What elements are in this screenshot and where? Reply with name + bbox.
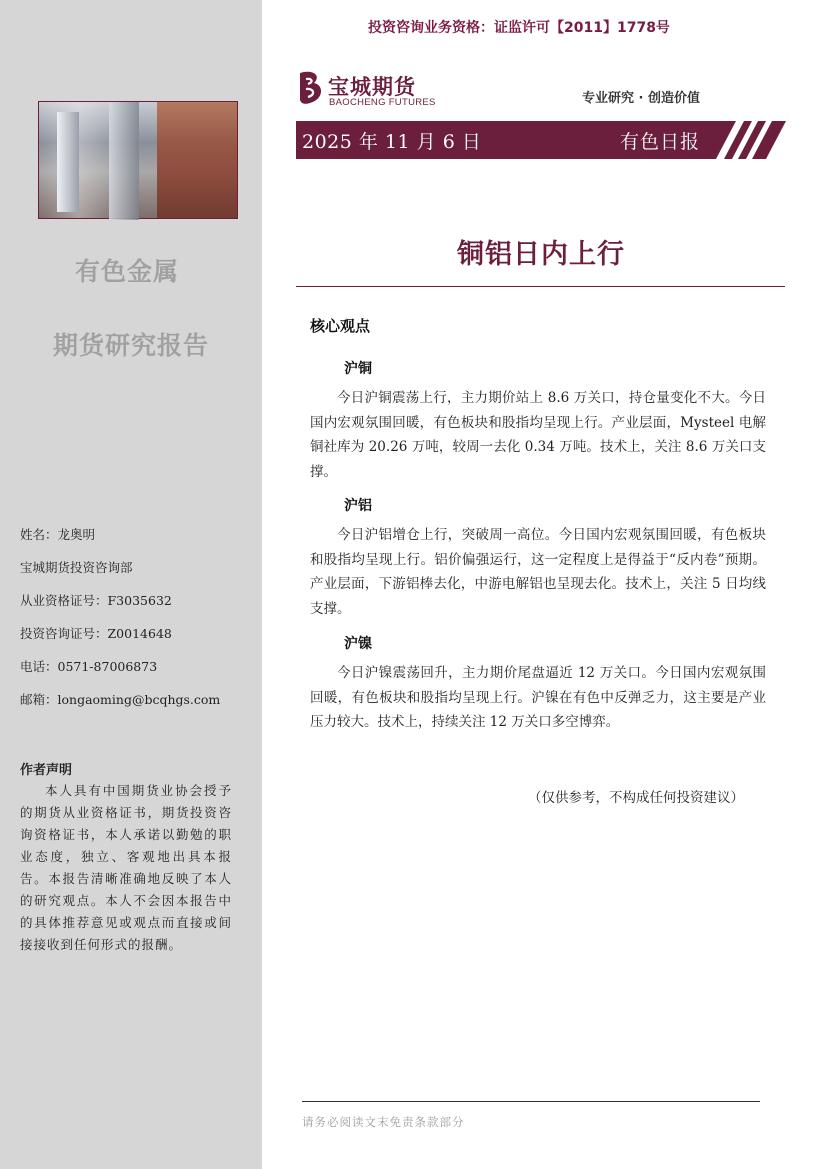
copper-paragraph: 今日沪铜震荡上行，主力期价站上 8.6 万关口，持仓量变化不大。今日国内宏观氛围回暖，有色板块和股指均呈现上行。产业层面，Mysteel 电解铜社库为 20.26 万吨，较周一去化 0.34 万吨。技术上，关注 8.6 万关口支撑。 bbox=[310, 390, 766, 480]
copper-heading: 沪铜 bbox=[344, 361, 372, 377]
declaration-body: 本人具有中国期货业协会授予的期货从业资格证书，期货投资咨询资格证书，本人承诺以勤勉的职业态度，独立、客观地出具本报告。本报告清晰准确地反映了本人的研究观点。本人不会因本报告中的具体推荐意见或观点而直接或间接接收到任何形式的报酬。 bbox=[20, 783, 232, 952]
banner-stripes-decoration bbox=[706, 121, 786, 159]
footer-notice: 请务必阅读文末免责条款部分 bbox=[302, 1115, 465, 1129]
license-text: 投资咨询业务资格：证监许可【2011】1778号 bbox=[368, 20, 670, 36]
logo-mark-icon bbox=[296, 69, 326, 107]
author-name: 姓名：龙奥明 bbox=[20, 527, 96, 542]
footer-divider bbox=[302, 1101, 760, 1102]
declaration-heading: 作者声明 bbox=[20, 763, 73, 778]
author-consulting-id: 投资咨询证号：Z0014648 bbox=[20, 626, 172, 641]
nickel-heading: 沪镍 bbox=[344, 636, 372, 652]
title-divider bbox=[296, 286, 785, 287]
core-view-heading: 核心观点 bbox=[310, 317, 371, 335]
author-contact bbox=[20, 526, 220, 724]
report-date: 2025 年 11 月 6 日 bbox=[302, 131, 482, 153]
document-title: 铜铝日内上行 bbox=[457, 239, 625, 270]
report-banner bbox=[296, 121, 716, 159]
slogan: 专业研究 · 创造价值 bbox=[582, 91, 700, 106]
company-logo bbox=[296, 69, 446, 113]
report-type: 有色日报 bbox=[620, 131, 701, 153]
author-email: 邮箱：longaoming@bcqhgs.com bbox=[20, 692, 221, 707]
logo-english: BAOCHENG FUTURES bbox=[329, 97, 436, 108]
sidebar bbox=[0, 0, 262, 1169]
sidebar-title-category: 有色金属 bbox=[74, 257, 179, 286]
investment-disclaimer: （仅供参考，不构成任何投资建议） bbox=[528, 790, 744, 806]
aluminum-paragraph: 今日沪铝增仓上行，突破周一高位。今日国内宏观氛围回暖，有色板块和股指均呈现上行。铝价偏强运行，这一定程度上是得益于“反内卷”预期。产业层面，下游铝棒去化，中游电解铝也呈现去化。技术上，关注 5 日均线支撑。 bbox=[310, 527, 766, 617]
sidebar-title-report: 期货研究报告 bbox=[52, 331, 209, 360]
logo-chinese: 宝城期货 bbox=[328, 74, 416, 99]
nickel-paragraph: 今日沪镍震荡回升，主力期价尾盘逼近 12 万关口。今日国内宏观氛围回暖，有色板块和股指均呈现上行。沪镍在有色中反弹乏力，这主要是产业压力较大。技术上，持续关注 12 万关口多空博弈。 bbox=[310, 665, 766, 730]
author-phone: 电话：0571-87006873 bbox=[20, 659, 158, 674]
author-department: 宝城期货投资咨询部 bbox=[20, 560, 133, 575]
aluminum-heading: 沪铝 bbox=[344, 498, 372, 514]
author-qualification: 从业资格证号：F3035632 bbox=[20, 593, 172, 608]
metal-photo bbox=[38, 101, 238, 219]
